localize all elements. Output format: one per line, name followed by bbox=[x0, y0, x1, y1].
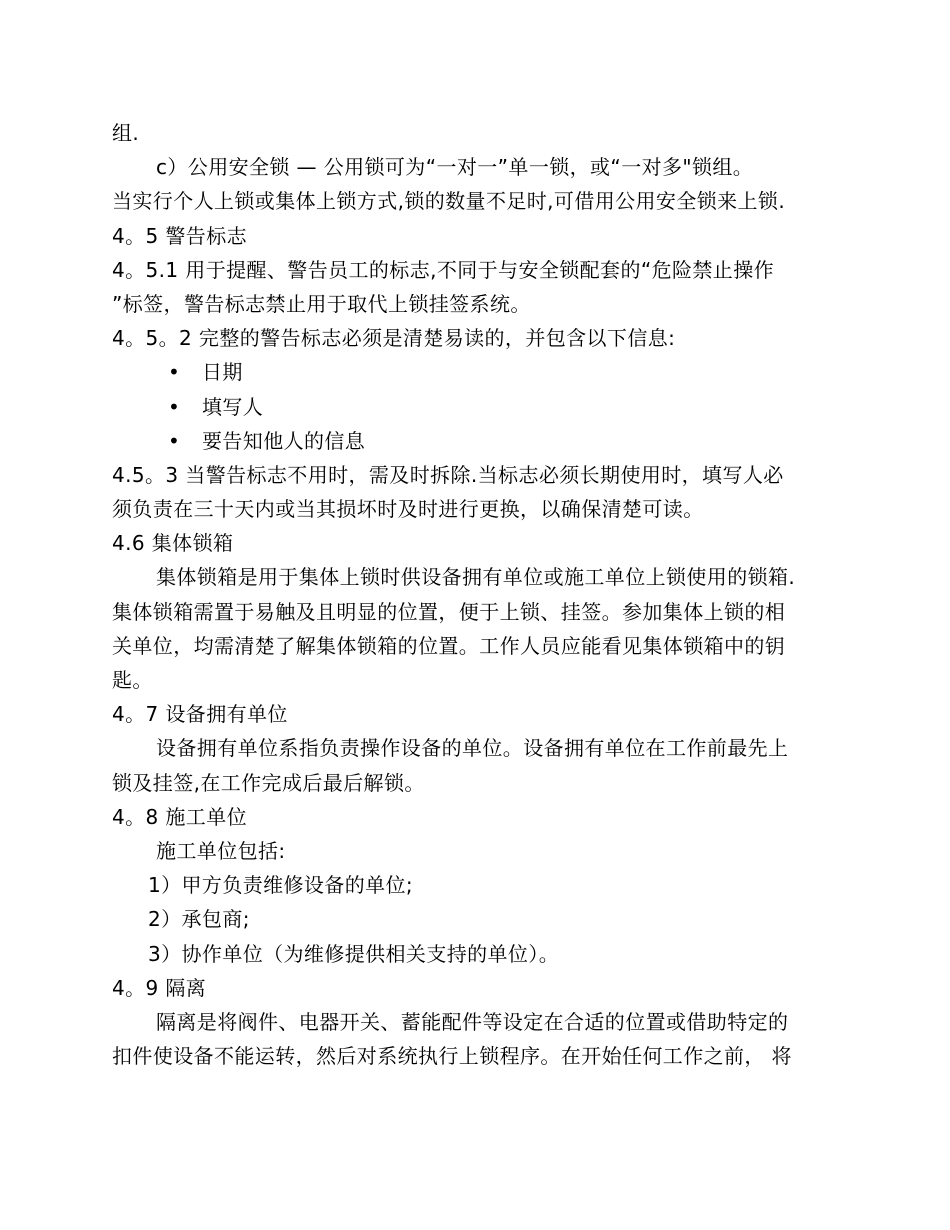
bullet-icon: • bbox=[168, 428, 181, 453]
text-line: c）公用安全锁 — 公用锁可为“一对一”单一锁，或“一对多"锁组。 bbox=[156, 155, 754, 180]
text-line: 锁及挂签,在工作完成后最后解锁。 bbox=[112, 770, 425, 795]
text-line: ”标签，警告标志禁止用于取代上锁挂签系统。 bbox=[112, 291, 531, 316]
section-heading-4-7: 4。7 设备拥有单位 bbox=[112, 702, 288, 727]
list-item-text: 要告知他人的信息 bbox=[202, 428, 366, 453]
text-line: 扣件使设备不能运转，然后对系统执行上锁程序。在开始任何工作之前， 将 bbox=[112, 1044, 792, 1069]
text-line: 关单位，均需清楚了解集体锁箱的位置。工作人员应能看见集体锁箱中的钥 bbox=[112, 633, 786, 658]
section-heading-4-6: 4.6 集体锁箱 bbox=[112, 531, 234, 556]
numbered-item: 1）甲方负责维修设备的单位; bbox=[148, 873, 414, 898]
numbered-item: 2）承包商; bbox=[148, 907, 250, 932]
list-item bbox=[112, 424, 840, 458]
text-line: 集体锁箱是用于集体上锁时供设备拥有单位或施工单位上锁使用的锁箱. bbox=[156, 565, 796, 590]
section-heading-4-8: 4。8 施工单位 bbox=[112, 804, 248, 829]
text-line: 须负责在三十天内或当其损坏时及时进行更换，以确保清楚可读。 bbox=[112, 497, 704, 522]
section-heading-4-9: 4。9 隔离 bbox=[112, 975, 207, 1000]
section-heading-4-5: 4。5 警告标志 bbox=[112, 223, 248, 248]
text-line: 4。5.1 用于提醒、警告员工的标志,不同于与安全锁配套的“危险禁止操作 bbox=[112, 257, 775, 282]
text-line: 隔离是将阀件、电器开关、蓄能配件等设定在合适的位置或借助特定的 bbox=[156, 1009, 789, 1034]
bullet-icon: • bbox=[168, 360, 181, 385]
text-line: 当实行个人上锁或集体上锁方式,锁的数量不足时,可借用公用安全锁来上锁. bbox=[112, 189, 786, 214]
text-line: 设备拥有单位系指负责操作设备的单位。设备拥有单位在工作前最先上 bbox=[156, 736, 789, 761]
document-body bbox=[112, 116, 840, 1073]
text-line: 集体锁箱需置于易触及且明显的位置，便于上锁、挂签。参加集体上锁的相 bbox=[112, 599, 786, 624]
list-item bbox=[112, 355, 840, 389]
text-line: 匙。 bbox=[112, 668, 153, 692]
text-line: 施工单位包括: bbox=[156, 838, 286, 863]
list-item bbox=[112, 390, 840, 424]
numbered-item: 3）协作单位（为维修提供相关支持的单位）。 bbox=[148, 941, 560, 966]
list-item-text: 日期 bbox=[202, 360, 243, 385]
text-line: 4.5。3 当警告标志不用时，需及时拆除.当标志必须长期使用时，填写人必 bbox=[112, 462, 784, 487]
text-line: 4。5。2 完整的警告标志必须是清楚易读的，并包含以下信息: bbox=[112, 326, 676, 351]
bullet-icon: • bbox=[168, 394, 181, 419]
text-line: 组. bbox=[112, 121, 140, 145]
list-item-text: 填写人 bbox=[202, 394, 264, 419]
